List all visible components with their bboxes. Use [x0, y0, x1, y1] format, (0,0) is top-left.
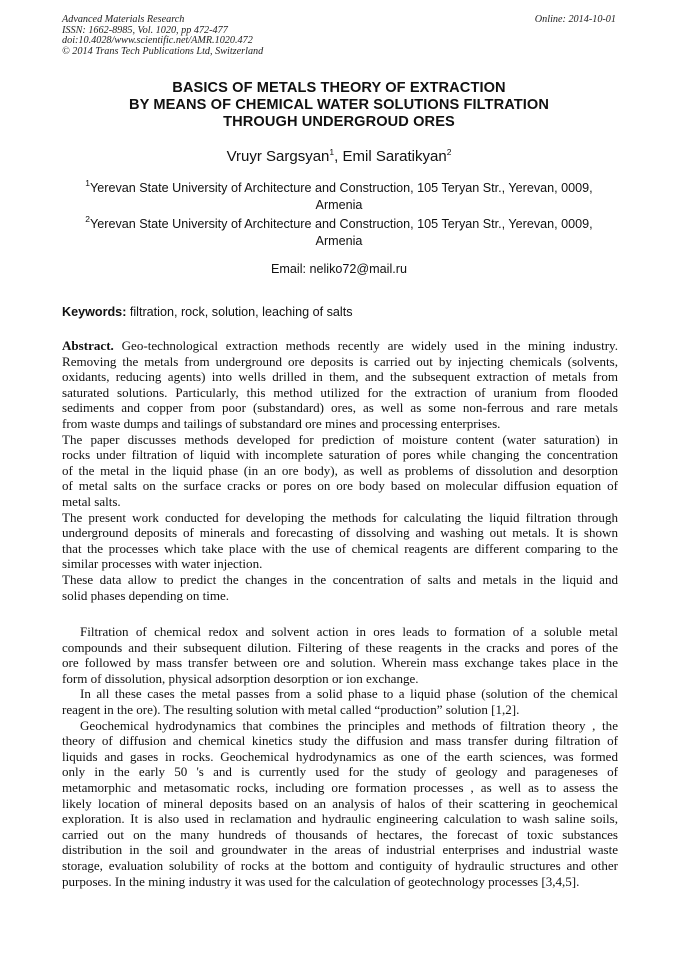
abstract-line: from waste dumps and tailings of substandard ore mines and processing enterprises.	[62, 415, 501, 431]
affiliation-country: Armenia	[315, 198, 363, 212]
title-line: BASICS OF METALS THEORY OF EXTRACTION	[172, 80, 506, 96]
doi-line: doi:10.4028/www.scientific.net/AMR.1020.472	[62, 35, 253, 47]
abstract	[62, 338, 618, 603]
author-separator: ,	[334, 148, 343, 165]
affiliation-country: Armenia	[315, 234, 363, 248]
title-line: THROUGH UNDERGROUD ORES	[223, 114, 455, 130]
body-line: Filtration of chemical redox and solvent action in ores leads to formation of a soluble metal	[80, 624, 618, 639]
body-line: only in the early 50 's and is currently used for the study of geology and parageneses of	[62, 764, 618, 780]
body-line: exploration. It is also used in reclamation and hydraulic engineering calculation to wash saline soils,	[62, 811, 618, 827]
issn-line: ISSN: 1662-8985, Vol. 1020, pp 472-477	[62, 24, 228, 36]
abstract-line: Removing the metals from underground ore deposits is carried out by injecting chemicals (solvents,	[62, 353, 618, 369]
copyright-line: © 2014 Trans Tech Publications Ltd, Switzerland	[62, 45, 264, 57]
abstract-line: rocks under filtration of liquid with incomplete saturation of pores while changing the concentration	[62, 447, 618, 463]
contact-email: Email: neliko72@mail.ru	[271, 262, 407, 276]
body-line: likely location of mineral deposits based on an analysis of halos of their scattering in geochemical	[62, 795, 618, 811]
body-line: metamorphic and metasomatic rocks, including ore formation processes , as well as to assess the	[62, 779, 618, 795]
abstract-line: The paper discusses methods developed for prediction of moisture content (water saturation) in	[62, 431, 618, 447]
body-text	[62, 624, 618, 889]
abstract-line: oxidants, reducing agents) into wells drilled in them, and the subsequent extraction of metals from	[62, 369, 618, 385]
body-line: liquids and gases in rocks. Geochemical hydrodynamics as one of the earth sciences, was formed	[62, 748, 618, 764]
body-line: carried out on the many hundreds of thousands of hectares, the forecast of toxic substances	[62, 826, 618, 842]
author-list	[40, 148, 638, 166]
body-line: reagent in the ore). The resulting solution with metal called “production” solution [1,2].	[62, 701, 520, 717]
body-line: In all these cases the metal passes from a solid phase to a liquid phase (solution of the chemical	[80, 686, 618, 702]
affiliation	[60, 180, 618, 214]
body-line: purposes. In the mining industry it was used for the calculation of geotechnology processes [3,4,5].	[62, 873, 580, 889]
author-name: Vruyr Sargsyan	[226, 148, 330, 165]
affiliation-text: Yerevan State University of Architecture and Construction, 105 Teryan Str., Yerevan, 0009,	[90, 217, 593, 231]
affiliation-text: Yerevan State University of Architecture and Construction, 105 Teryan Str., Yerevan, 0009,	[90, 181, 593, 195]
affiliation-mark: 1	[85, 178, 91, 188]
abstract-line: of metal salts on the surface cracks or pores on ore body based on molecular diffusion equation of	[62, 478, 618, 494]
paper-title	[40, 80, 638, 131]
keywords	[62, 304, 618, 321]
affiliation-mark: 2	[85, 214, 91, 224]
abstract-line: underground deposits of minerals and forecasting of dissolving and washing out metals. It is shown	[62, 525, 618, 541]
abstract-line: solid phases depending on time.	[62, 587, 230, 603]
body-line: distribution in the soil and groundwater in the areas of industrial enterprises and industrial waste	[62, 842, 618, 858]
abstract-line: metal salts.	[62, 493, 121, 509]
affiliation	[60, 216, 618, 250]
journal-header	[62, 15, 616, 57]
abstract-line: Abstract. Geo-technological extraction methods recently are widely used in the mining industry.	[62, 338, 618, 353]
body-line: form of dissolution, physical adsorption desorption or ion exchange.	[62, 670, 419, 686]
online-date: Online: 2014-10-01	[534, 14, 616, 25]
abstract-line: of the metal in the liquid phase (in an ore body), as well as problems of dissolution and desorption	[62, 462, 618, 478]
journal-name: Advanced Materials Research	[62, 14, 185, 25]
author-name: Emil Saratikyan	[342, 148, 447, 165]
abstract-line: saturated solutions. Particularly, this method utilized for the extraction of uranium from flooded	[62, 384, 618, 400]
keywords-label: Keywords:	[62, 305, 127, 319]
abstract-line: that the processes which take place with the use of chemical reagents are different comparing to the	[62, 540, 618, 556]
body-line: ore followed by mass transfer between ore and solution. Wherein mass exchange takes place in the	[62, 655, 618, 671]
abstract-line: similar processes with water injection.	[62, 556, 263, 572]
author-affiliation-mark: 1	[329, 147, 335, 157]
abstract-line: The present work conducted for developing the methods for calculating the liquid filtration through	[62, 509, 618, 525]
author-affiliation-mark: 2	[446, 147, 452, 157]
abstract-line: These data allow to predict the changes in the concentration of salts and metals in the liquid and	[62, 571, 618, 587]
abstract-label: Abstract.	[62, 338, 114, 353]
abstract-line: sediments and copper from poor (substandard) ores, as well as some non-ferrous and rare metals	[62, 400, 618, 416]
body-line: Geochemical hydrodynamics that combines the principles and methods of filtration theory , the	[80, 717, 618, 733]
body-line: theory of diffusion and chemical kinetics study the diffusion and mass transfer during filtration of	[62, 733, 618, 749]
keywords-text: filtration, rock, solution, leaching of salts	[126, 305, 353, 319]
title-line: BY MEANS OF CHEMICAL WATER SOLUTIONS FILTRATION	[128, 97, 550, 113]
body-line: compounds and their subsequent dilution. Filtering of these reagents in the cracks and pores of the	[62, 639, 618, 655]
body-line: storage, evaluation solubility of rocks at the bottom and contiguity of hydraulic structures and other	[62, 857, 618, 873]
